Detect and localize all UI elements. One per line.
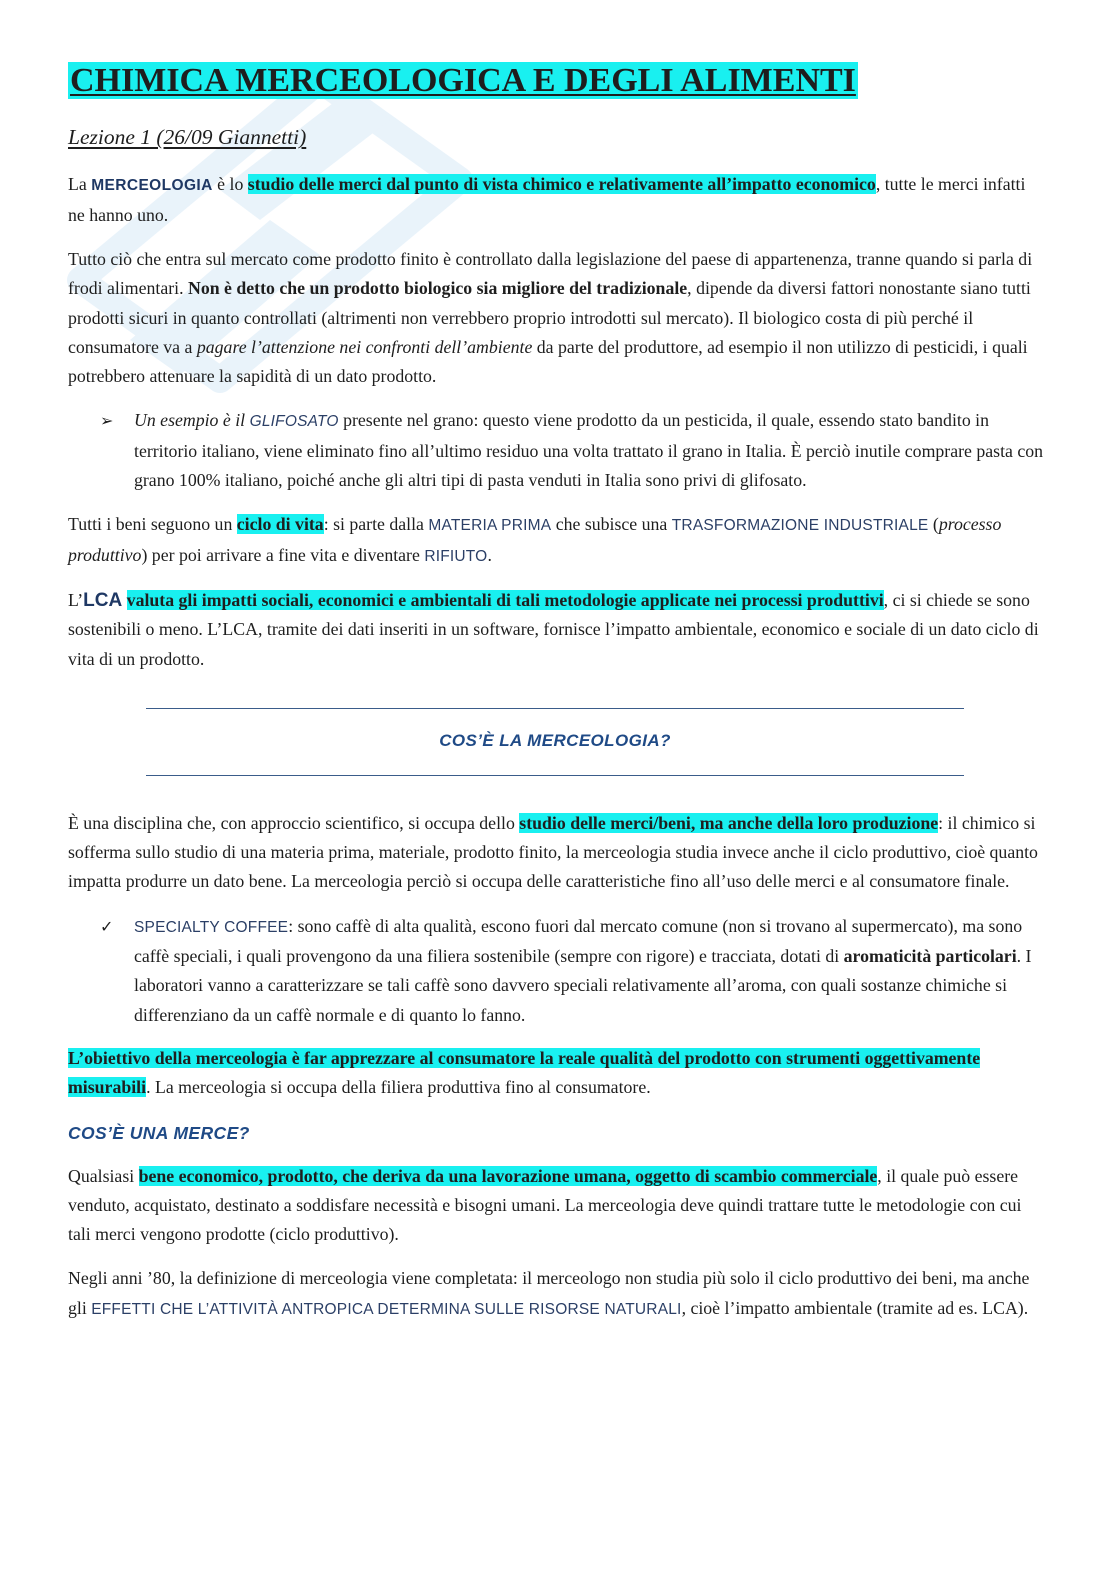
paragraph-obiettivo: L’obiettivo della merceologia è far apprezzare al consumatore la reale qualità del prodotto con strumenti oggettivamente misurabili. La merceologia si occupa della filiera produttiva fino al consumatore.	[68, 1047, 981, 1098]
bullet-text: Un esempio è il GLIFOSATO presente nel grano: questo viene prodotto da un pesticida, il quale, essendo stato bandito in territorio italiano, viene eliminato fino all’ultimo residuo una volta trattato il grano in Italia. È perciò inutile comprare pasta con grano 100% italiano, poiché anche gli altri tipi di pasta venduti in Italia sono privi di glifosato.	[134, 410, 1044, 491]
section-divider-top	[146, 708, 964, 709]
section-title-merceologia: COS’È LA MERCEOLOGIA?	[439, 730, 671, 750]
term-rifiuto: RIFIUTO	[424, 547, 488, 565]
document-title: CHIMICA MERCEOLOGICA E DEGLI ALIMENTI	[70, 62, 856, 99]
lesson-heading: Lezione 1 (26/09 Giannetti)	[68, 125, 307, 150]
arrow-bullet-icon: ➢	[100, 411, 114, 431]
paragraph-ciclo-di-vita: Tutti i beni seguono un ciclo di vita: si parte dalla MATERIA PRIMA che subisce una TRASFORMAZIONE INDUSTRIALE (processo produttivo) per poi arrivare a fine vita e diventare RIFIUTO.	[68, 514, 1002, 565]
term-glifosato: GLIFOSATO	[249, 413, 339, 431]
highlight: L’obiettivo della merceologia è far apprezzare al consumatore la reale qualità del prodotto con strumenti oggettivamente misurabili	[68, 1047, 981, 1098]
section-title-merce: COS’È UNA MERCE?	[68, 1122, 250, 1143]
term-trasformazione-industriale: TRASFORMAZIONE INDUSTRIALE	[671, 517, 929, 535]
section-divider-bottom	[146, 775, 964, 776]
bullet-glifosato	[100, 406, 1046, 495]
term-effetti-attivita-antropica: EFFETTI CHE L’ATTIVITÀ ANTROPICA DETERMINA SULLE RISORSE NATURALI	[91, 1300, 682, 1318]
paragraph-disciplina: È una disciplina che, con approccio scientifico, si occupa dello studio delle merci/beni, ma anche della loro produzione: il chimico si sofferma sullo studio di una materia prima, materiale, prodotto finito, la merceologia studia invece anche il ciclo produttivo, cioè quanto impatta produrre un dato bene. La merceologia perciò si occupa delle caratteristiche fino all’uso delle merci e al consumatore finale.	[68, 812, 1038, 892]
paragraph-biologico: Tutto ciò che entra sul mercato come prodotto finito è controllato dalla legislazione del paese di appartenenza, tranne quando si parla di frodi alimentari. Non è detto che un prodotto biologico sia migliore del tradizionale, dipende da diversi fattori nonostante siano tutti prodotti sicuri in quanto controllati (altrimenti non verrebbero proprio introdotti sul mercato). Il biologico costa di più perché il consumatore va a pagare l’attenzione nei confronti dell’ambiente da parte del produttore, ad esempio il non utilizzo di pesticidi, i quali potrebbero attenuare la sapidità di un dato prodotto.	[68, 248, 1033, 387]
highlight: studio delle merci/beni, ma anche della loro produzione	[519, 812, 939, 833]
term-specialty-coffee: SPECIALTY COFFEE	[134, 918, 289, 936]
paragraph-anni-80: Negli anni ’80, la definizione di merceologia viene completata: il merceologo non studia più solo il ciclo produttivo dei beni, ma anche gli EFFETTI CHE L’ATTIVITÀ ANTROPICA DETERMINA SULLE RISORSE NATURALI, cioè l’impatto ambientale (tramite ad es. LCA).	[68, 1268, 1030, 1318]
paragraph-merceologia-definition: La MERCEOLOGIA è lo studio delle merci dal punto di vista chimico e relativamente all’impatto economico, tutte le merci infatti ne hanno uno.	[68, 174, 1026, 225]
term-lca: LCA	[83, 589, 123, 611]
paragraph-lca: L’LCA valuta gli impatti sociali, economici e ambientali di tali metodologie applicate nei processi produttivi, ci si chiede se sono sostenibili o meno. L’LCA, tramite dei dati inseriti in un software, fornisce l’impatto ambientale, economico e sociale di un dato ciclo di vita di un prodotto.	[68, 589, 1039, 669]
bullet-specialty-coffee	[100, 912, 1046, 1030]
document-page	[68, 62, 1046, 1324]
check-bullet-icon: ✓	[100, 916, 114, 936]
paragraph-merce-definition: Qualsiasi bene economico, prodotto, che deriva da una lavorazione umana, oggetto di scambio commerciale, il quale può essere venduto, acquistato, destinato a soddisfare necessità e bisogni umani. La merceologia deve quindi trattare tutte le metodologie con cui tali merci vengono prodotte (ciclo produttivo).	[68, 1165, 1022, 1245]
term-merceologia: MERCEOLOGIA	[91, 177, 213, 195]
highlight: studio delle merci dal punto di vista chimico e relativamente all’impatto economico	[247, 174, 876, 195]
highlight: ciclo di vita	[236, 514, 324, 535]
highlight: valuta gli impatti sociali, economici e ambientali di tali metodologie applicate nei processi produttivi	[126, 589, 884, 610]
highlight: bene economico, prodotto, che deriva da una lavorazione umana, oggetto di scambio commerciale	[138, 1165, 878, 1186]
term-materia-prima: MATERIA PRIMA	[428, 517, 552, 535]
bullet-text: SPECIALTY COFFEE: sono caffè di alta qualità, escono fuori dal mercato comune (non si trovano al supermercato), ma sono caffè speciali, i quali provengono da una filiera sostenibile (sempre con rigore) e tracciata, dotati di aromaticità particolari. I laboratori vanno a caratterizzare se tali caffè sono davvero speciali relativamente all’aroma, con quali sostanze chimiche si differenziano da un caffè normale e di quanto lo fanno.	[134, 915, 1032, 1025]
